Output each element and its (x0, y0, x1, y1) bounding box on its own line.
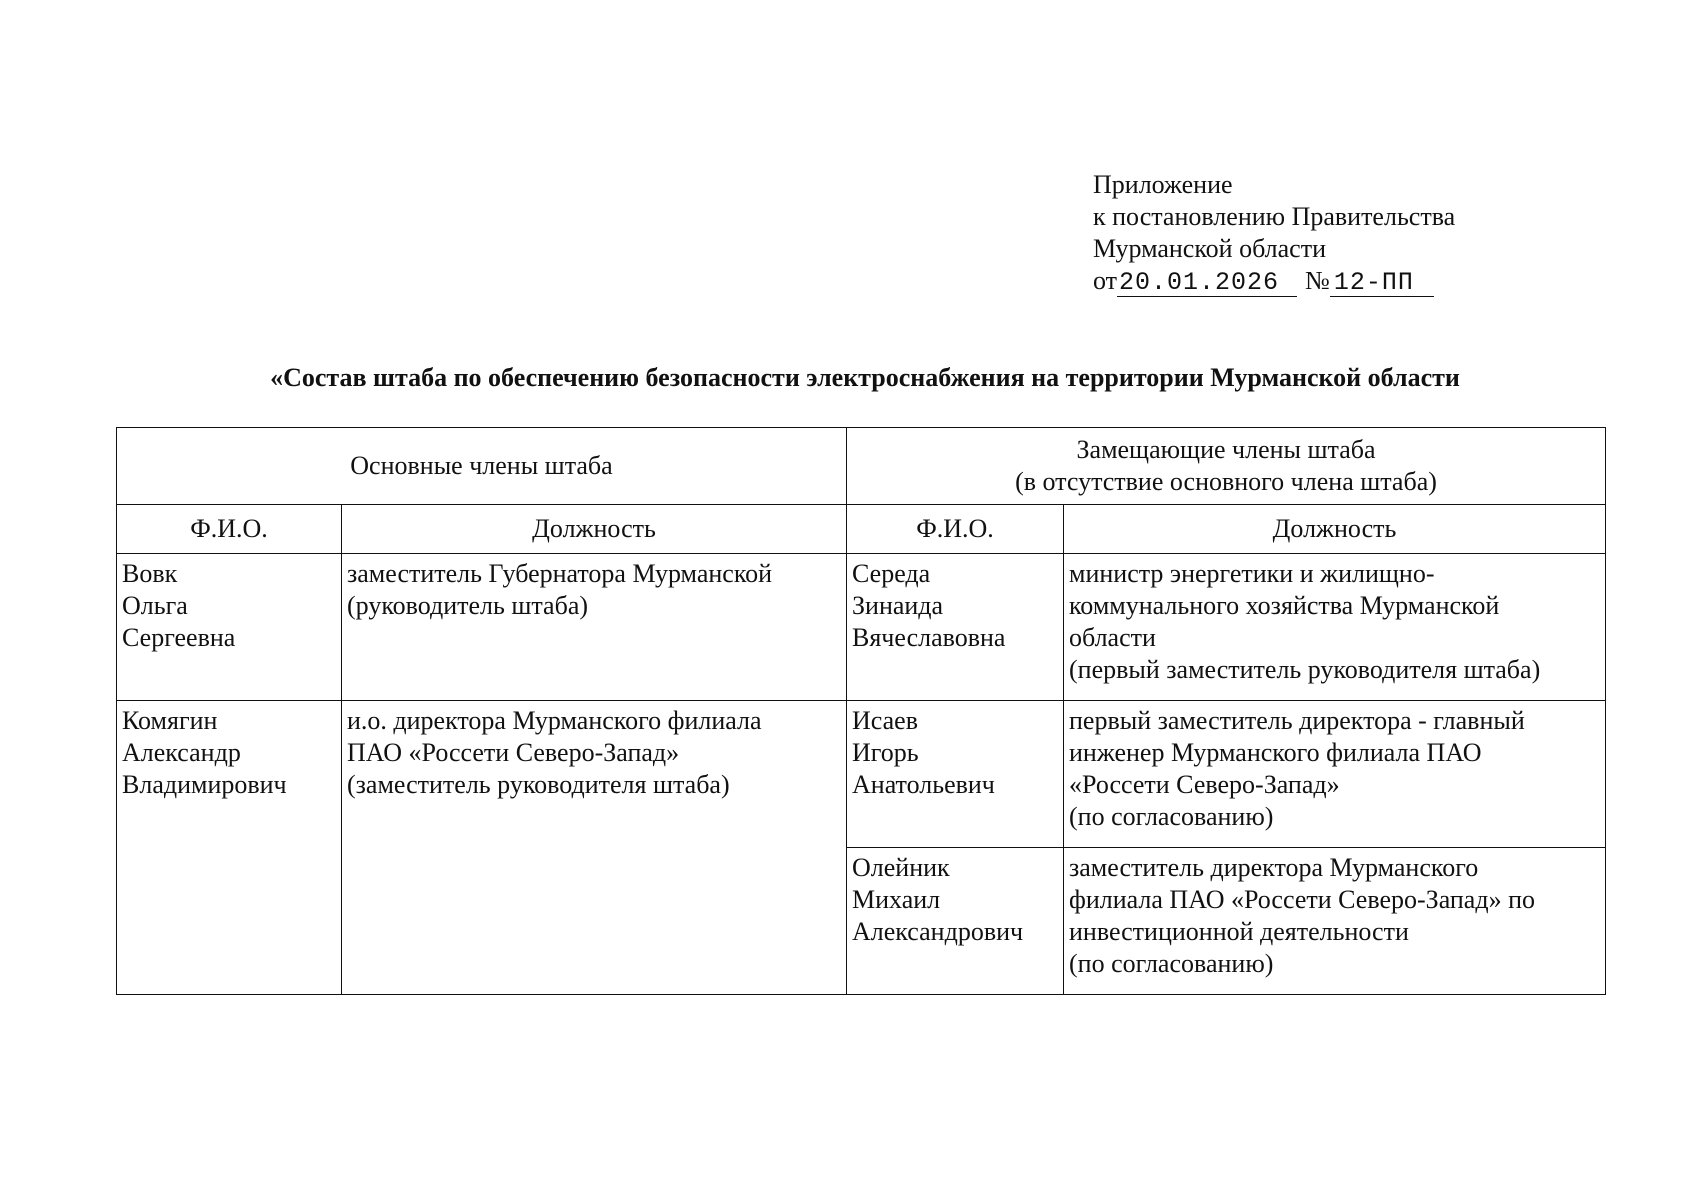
position-line: (по согласованию) (1069, 949, 1274, 978)
patronymic: Вячеславовна (852, 623, 1006, 652)
appendix-line-resolution: к постановлению Правительства (1093, 202, 1456, 231)
deputy-member-position (1064, 554, 1606, 701)
surname: Комягин (122, 706, 218, 735)
main-member-position (342, 701, 847, 995)
patronymic: Владимирович (122, 770, 287, 799)
position-line: коммунального хозяйства Мурманской (1069, 591, 1500, 620)
column-header-main-name: Ф.И.О. (117, 505, 342, 554)
group-header-deputy-line2: (в отсутствие основного члена штаба) (1015, 467, 1437, 496)
position-line: первый заместитель директора - главный (1069, 706, 1525, 735)
position-line: заместитель Губернатора Мурманской (347, 559, 773, 588)
number-sign: № (1305, 266, 1330, 295)
date-prefix: от (1093, 266, 1118, 295)
surname: Вовк (122, 559, 178, 588)
first-name: Игорь (852, 738, 919, 767)
column-header-deputy-name: Ф.И.О. (847, 505, 1064, 554)
surname: Исаев (852, 706, 918, 735)
position-line: инвестиционной деятельности (1069, 917, 1409, 946)
appendix-title: Приложение (1093, 170, 1233, 199)
position-line: министр энергетики и жилищно- (1069, 559, 1435, 588)
first-name: Михаил (852, 885, 941, 914)
position-line: и.о. директора Мурманского филиала (347, 706, 762, 735)
group-header-deputy (847, 428, 1606, 505)
patronymic: Александрович (852, 917, 1024, 946)
group-header-deputy-line1: Замещающие члены штаба (1076, 435, 1376, 464)
deputy-member-position (1064, 848, 1606, 995)
patronymic: Сергеевна (122, 623, 236, 652)
table-row (117, 701, 1606, 848)
main-member-position (342, 554, 847, 701)
appendix-date-number (1093, 265, 1455, 297)
first-name: Зинаида (852, 591, 944, 620)
main-member-name (117, 701, 342, 995)
group-header-main: Основные члены штаба (117, 428, 847, 505)
surname: Середа (852, 559, 931, 588)
deputy-member-name (847, 701, 1064, 848)
position-line: (заместитель руководителя штаба) (347, 770, 730, 799)
table-row (117, 554, 1606, 701)
position-line: ПАО «Россети Северо-Запад» (347, 738, 680, 767)
staff-table (116, 427, 1606, 995)
position-line: «Россети Северо-Запад» (1069, 770, 1340, 799)
position-line: инженер Мурманского филиала ПАО (1069, 738, 1482, 767)
patronymic: Анатольевич (852, 770, 995, 799)
first-name: Александр (122, 738, 241, 767)
first-name: Ольга (122, 591, 188, 620)
main-member-name (117, 554, 342, 701)
column-header-deputy-position: Должность (1064, 505, 1606, 554)
position-line: (первый заместитель руководителя штаба) (1069, 655, 1541, 684)
document-title: «Состав штаба по обеспечению безопасности электроснабжения на территории Мурманской области (270, 363, 1460, 392)
position-line: заместитель директора Мурманского (1069, 853, 1479, 882)
position-line: (руководитель штаба) (347, 591, 589, 620)
column-header-main-position: Должность (342, 505, 847, 554)
document-date: 20.01.2026 (1117, 270, 1297, 297)
position-line: филиала ПАО «Россети Северо-Запад» по (1069, 885, 1535, 914)
document-number: 12-ПП (1330, 270, 1434, 297)
deputy-member-name (847, 554, 1064, 701)
deputy-member-name (847, 848, 1064, 995)
position-line: (по согласованию) (1069, 802, 1274, 831)
surname: Олейник (852, 853, 950, 882)
deputy-member-position (1064, 701, 1606, 848)
position-line: области (1069, 623, 1156, 652)
appendix-line-region: Мурманской области (1093, 234, 1326, 263)
appendix-block (1093, 169, 1455, 297)
